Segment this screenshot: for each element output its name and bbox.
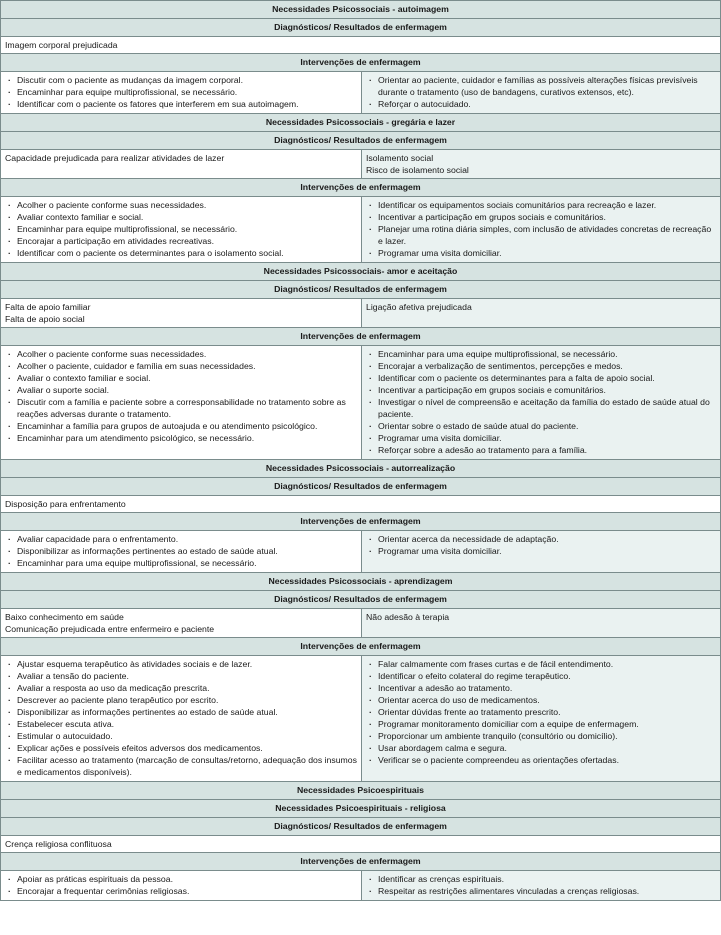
interventions-right (362, 531, 721, 573)
interventions-left (1, 531, 362, 573)
section-title: Necessidades Psicossociais - aprendizagem (1, 573, 721, 591)
diagnosis-text: Disposição para enfrentamento (5, 499, 126, 509)
section-title-row (1, 460, 721, 478)
intervention-list (5, 873, 357, 897)
intervention-item: · Falar calmamente com frases curtas e de fácil entendimento. (366, 658, 716, 670)
intervention-list (5, 74, 357, 110)
intervention-item: · Verificar se o paciente compreendeu as orientações ofertadas. (366, 754, 716, 766)
diagnostics-left (1, 609, 362, 638)
intervention-item: · Descrever ao paciente plano terapêutico por escrito. (5, 694, 357, 706)
interventions-right (362, 346, 721, 460)
section-title-row (1, 263, 721, 281)
diagnostics-right (362, 150, 721, 179)
section-title-row (1, 1, 721, 19)
intervention-item: · Encaminhar para equipe multiprofissional, se necessário. (5, 86, 357, 98)
intervention-list (366, 658, 716, 766)
intervention-item: · Apoiar as práticas espirituais da pessoa. (5, 873, 357, 885)
diagnosis-text: Comunicação prejudicada entre enfermeiro e paciente (5, 624, 215, 634)
intervention-item: · Avaliar o suporte social. (5, 384, 357, 396)
intervention-item: · Identificar o efeito colateral do regime terapêutico. (366, 670, 716, 682)
diagnostics-header: Diagnósticos/ Resultados de enfermagem (1, 591, 721, 609)
diagnosis-text: Capacidade prejudicada para realizar atividades de lazer (5, 153, 225, 163)
intervention-item: · Encaminhar a família para grupos de autoajuda e ou atendimento psicológico. (5, 420, 357, 432)
group-title: Necessidades Psicoespirituais (1, 782, 721, 800)
intervention-item: · Identificar os equipamentos sociais comunitários para recreação e lazer. (366, 199, 716, 211)
diagnostics-cell (1, 836, 721, 853)
intervention-list (5, 533, 357, 569)
intervention-item: · Encaminhar para uma equipe multiprofissional, se necessário. (5, 557, 357, 569)
intervention-list (366, 348, 716, 456)
group-title-row (1, 782, 721, 800)
interventions-header-row (1, 638, 721, 656)
interventions-right (362, 871, 721, 901)
intervention-item: · Avaliar contexto familiar e social. (5, 211, 357, 223)
diagnostics-header: Diagnósticos/ Resultados de enfermagem (1, 281, 721, 299)
interventions-left (1, 197, 362, 263)
interventions-left (1, 871, 362, 901)
intervention-list (366, 533, 716, 557)
interventions-header: Intervenções de enfermagem (1, 179, 721, 197)
interventions-row (1, 531, 721, 573)
intervention-item: · Orientar acerca do uso de medicamentos. (366, 694, 716, 706)
diagnosis-text: Baixo conhecimento em saúde (5, 612, 124, 622)
interventions-right (362, 656, 721, 782)
intervention-item: · Programar monitoramento domiciliar com a equipe de enfermagem. (366, 718, 716, 730)
intervention-item: · Encorajar a verbalização de sentimentos, percepções e medos. (366, 360, 716, 372)
intervention-item: · Reforçar o autocuidado. (366, 98, 716, 110)
section-title: Necessidades Psicoespirituais - religiosa (1, 800, 721, 818)
diagnostics-header: Diagnósticos/ Resultados de enfermagem (1, 818, 721, 836)
diagnostics-right (362, 609, 721, 638)
intervention-item: · Avaliar a resposta ao uso da medicação prescrita. (5, 682, 357, 694)
intervention-item: · Orientar ao paciente, cuidador e famílias as possíveis alterações físicas previsíveis durante o tratamento (uso de bandagens, curativos extensos, etc). (366, 74, 716, 98)
intervention-item: · Proporcionar um ambiente tranquilo (consultório ou domicílio). (366, 730, 716, 742)
diagnostics-row (1, 150, 721, 179)
intervention-item: · Orientar sobre o estado de saúde atual do paciente. (366, 420, 716, 432)
intervention-item: · Programar uma visita domiciliar. (366, 247, 716, 259)
intervention-list (366, 199, 716, 259)
intervention-item: · Discutir com o paciente as mudanças da imagem corporal. (5, 74, 357, 86)
diagnosis-text: Falta de apoio familiar (5, 302, 91, 312)
diagnosis-text: Falta de apoio social (5, 314, 85, 324)
section-title-row (1, 114, 721, 132)
diagnostics-header: Diagnósticos/ Resultados de enfermagem (1, 19, 721, 37)
intervention-item: · Incentivar a participação em grupos sociais e comunitários. (366, 211, 716, 223)
intervention-item: · Programar uma visita domiciliar. (366, 432, 716, 444)
intervention-item: · Ajustar esquema terapêutico às atividades sociais e de lazer. (5, 658, 357, 670)
interventions-header-row (1, 54, 721, 72)
diagnosis-text: Crença religiosa conflituosa (5, 839, 112, 849)
interventions-header-row (1, 513, 721, 531)
diagnosis-text: Isolamento social (366, 153, 434, 163)
intervention-item: · Identificar as crenças espirituais. (366, 873, 716, 885)
interventions-header: Intervenções de enfermagem (1, 853, 721, 871)
interventions-left (1, 346, 362, 460)
intervention-item: · Acolher o paciente, cuidador e família em suas necessidades. (5, 360, 357, 372)
intervention-list (5, 348, 357, 444)
intervention-item: · Usar abordagem calma e segura. (366, 742, 716, 754)
intervention-item: · Identificar com o paciente os determinantes para o isolamento social. (5, 247, 357, 259)
intervention-item: · Identificar com o paciente os fatores que interferem em sua autoimagem. (5, 98, 357, 110)
intervention-item: · Identificar com o paciente os determinantes para a falta de apoio social. (366, 372, 716, 384)
interventions-header-row (1, 179, 721, 197)
intervention-item: · Orientar acerca da necessidade de adaptação. (366, 533, 716, 545)
interventions-left (1, 656, 362, 782)
interventions-header: Intervenções de enfermagem (1, 638, 721, 656)
interventions-row (1, 72, 721, 114)
intervention-list (5, 199, 357, 259)
intervention-item: · Acolher o paciente conforme suas necessidades. (5, 348, 357, 360)
section-title-row (1, 573, 721, 591)
intervention-item: · Planejar uma rotina diária simples, com inclusão de atividades concretas de recreação e lazer. (366, 223, 716, 247)
intervention-item: · Encaminhar para uma equipe multiprofissional, se necessário. (366, 348, 716, 360)
intervention-item: · Orientar dúvidas frente ao tratamento prescrito. (366, 706, 716, 718)
diagnostics-cell (1, 496, 721, 513)
diagnostics-header-row (1, 478, 721, 496)
section-title: Necessidades Psicossociais - gregária e lazer (1, 114, 721, 132)
interventions-row (1, 197, 721, 263)
intervention-item: · Incentivar a participação em grupos sociais e comunitários. (366, 384, 716, 396)
interventions-row (1, 656, 721, 782)
interventions-header-row (1, 328, 721, 346)
intervention-item: · Encaminhar para equipe multiprofissional, se necessário. (5, 223, 357, 235)
intervention-item: · Investigar o nível de compreensão e aceitação da família do estado de saúde atual do paciente. (366, 396, 716, 420)
diagnostics-row (1, 609, 721, 638)
intervention-list (366, 873, 716, 897)
interventions-row (1, 871, 721, 901)
intervention-item: · Avaliar capacidade para o enfrentamento. (5, 533, 357, 545)
intervention-item: · Explicar ações e possíveis efeitos adversos dos medicamentos. (5, 742, 357, 754)
diagnosis-text: Imagem corporal prejudicada (5, 40, 118, 50)
section-title: Necessidades Psicossociais- amor e aceitação (1, 263, 721, 281)
intervention-item: · Encorajar a frequentar cerimônias religiosas. (5, 885, 357, 897)
interventions-header-row (1, 853, 721, 871)
diagnostics-right (362, 299, 721, 328)
intervention-item: · Encorajar a participação em atividades recreativas. (5, 235, 357, 247)
diagnosis-text: Não adesão à terapia (366, 612, 450, 622)
interventions-header: Intervenções de enfermagem (1, 513, 721, 531)
interventions-header: Intervenções de enfermagem (1, 54, 721, 72)
interventions-left (1, 72, 362, 114)
intervention-item: · Discutir com a família e paciente sobre a corresponsabilidade no tratamento sobre as reações adversas durante o tratamento. (5, 396, 357, 420)
diagnostics-left (1, 299, 362, 328)
intervention-item: · Disponibilizar as informações pertinentes ao estado de saúde atual. (5, 545, 357, 557)
intervention-list (366, 74, 716, 110)
section-title-row (1, 800, 721, 818)
diagnostics-header: Diagnósticos/ Resultados de enfermagem (1, 132, 721, 150)
diagnosis-text: Ligação afetiva prejudicada (366, 302, 472, 312)
intervention-item: · Estabelecer escuta ativa. (5, 718, 357, 730)
diagnostics-header-row (1, 19, 721, 37)
intervention-item: · Programar uma visita domiciliar. (366, 545, 716, 557)
diagnostics-row (1, 37, 721, 54)
interventions-right (362, 197, 721, 263)
diagnosis-text: Risco de isolamento social (366, 165, 469, 175)
diagnostics-row (1, 836, 721, 853)
intervention-item: · Acolher o paciente conforme suas necessidades. (5, 199, 357, 211)
diagnostics-cell (1, 37, 721, 54)
diagnostics-left (1, 150, 362, 179)
intervention-item: · Avaliar a tensão do paciente. (5, 670, 357, 682)
intervention-item: · Respeitar as restrições alimentares vinculadas a crenças religiosas. (366, 885, 716, 897)
section-title: Necessidades Psicossociais - autoimagem (1, 1, 721, 19)
diagnostics-header: Diagnósticos/ Resultados de enfermagem (1, 478, 721, 496)
intervention-item: · Incentivar a adesão ao tratamento. (366, 682, 716, 694)
diagnostics-header-row (1, 281, 721, 299)
section-title: Necessidades Psicossociais - autorrealização (1, 460, 721, 478)
diagnostics-header-row (1, 818, 721, 836)
intervention-item: · Reforçar sobre a adesão ao tratamento para a família. (366, 444, 716, 456)
diagnostics-row (1, 299, 721, 328)
intervention-item: · Encaminhar para um atendimento psicológico, se necessário. (5, 432, 357, 444)
intervention-item: · Disponibilizar as informações pertinentes ao estado de saúde atual. (5, 706, 357, 718)
diagnostics-header-row (1, 132, 721, 150)
intervention-item: · Facilitar acesso ao tratamento (marcação de consultas/retorno, adequação dos insumos e medicamentos disponíveis). (5, 754, 357, 778)
intervention-item: · Estimular o autocuidado. (5, 730, 357, 742)
intervention-item: · Avaliar o contexto familiar e social. (5, 372, 357, 384)
diagnostics-header-row (1, 591, 721, 609)
diagnostics-row (1, 496, 721, 513)
interventions-row (1, 346, 721, 460)
interventions-header: Intervenções de enfermagem (1, 328, 721, 346)
interventions-right (362, 72, 721, 114)
intervention-list (5, 658, 357, 778)
